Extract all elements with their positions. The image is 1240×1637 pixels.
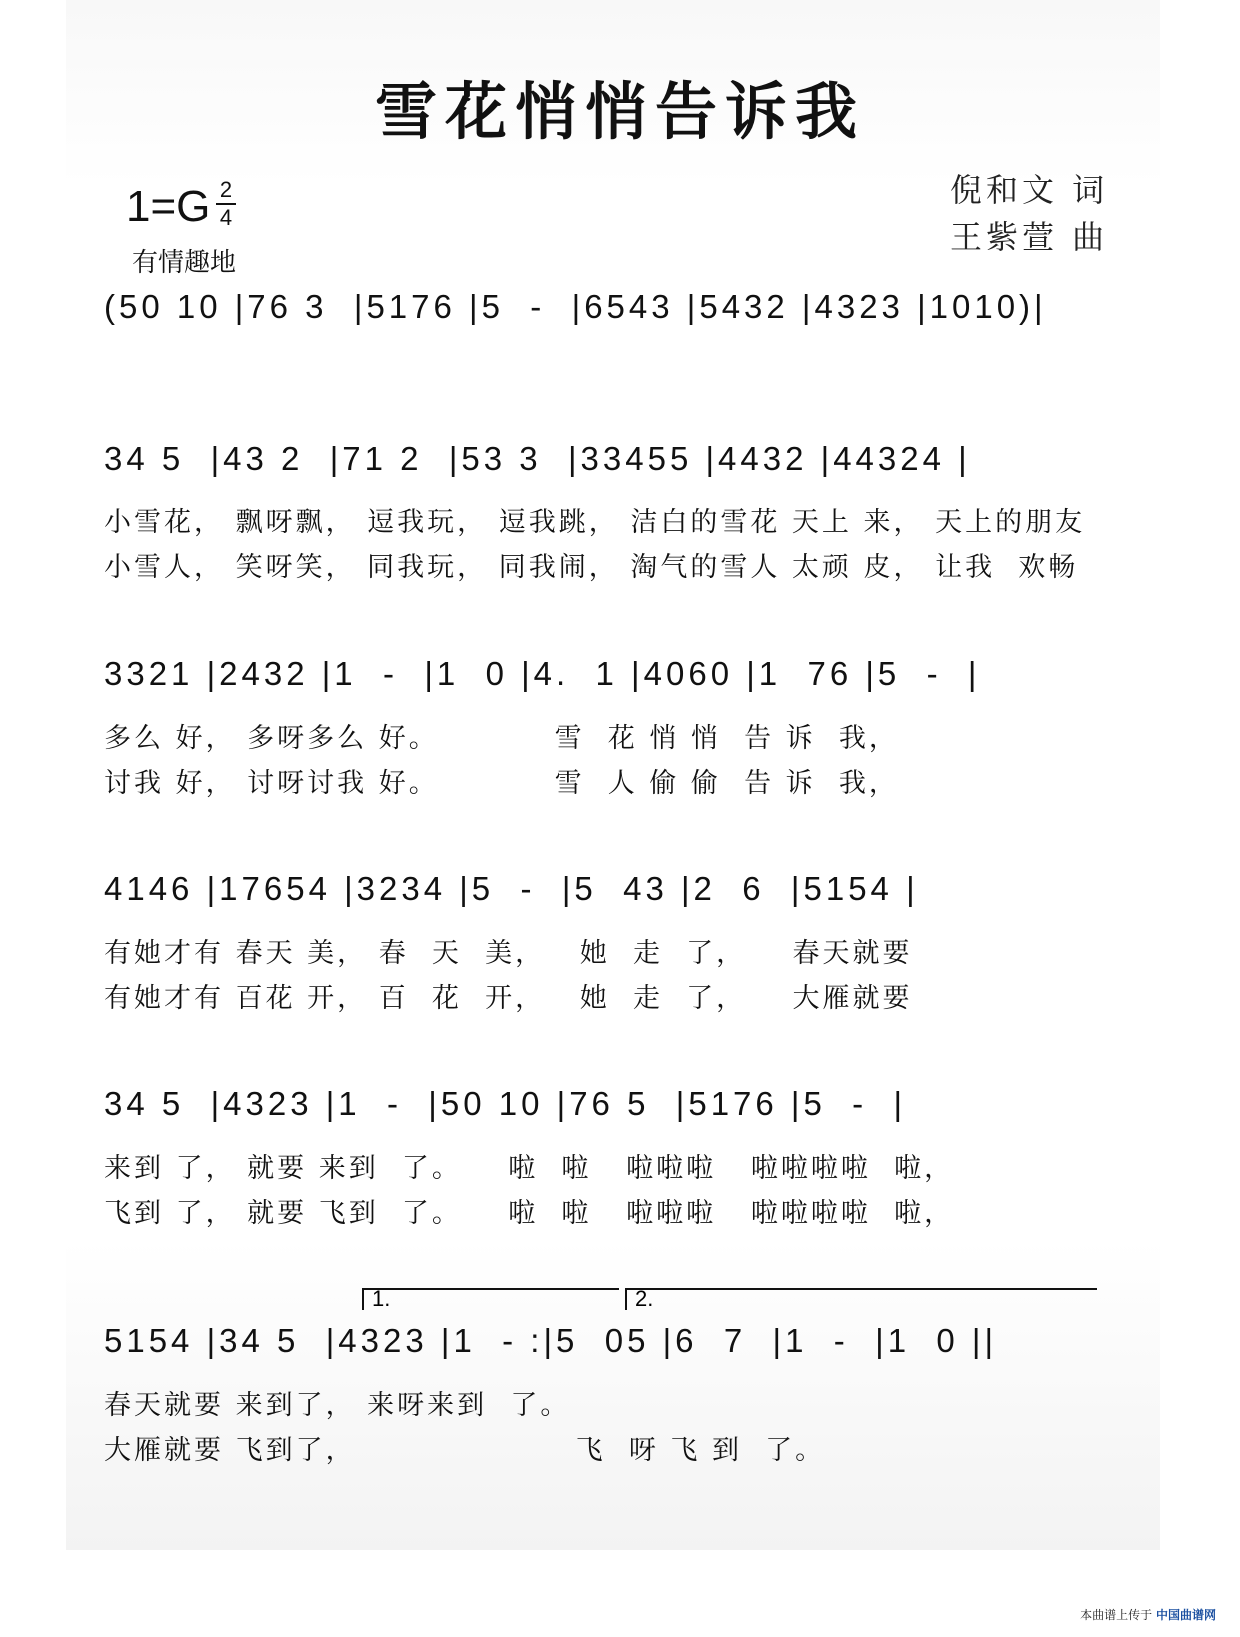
volta-label-1: 1. xyxy=(372,1286,391,1311)
notation-row-4: 4146 |17654 |3234 |5 - |5 43 |2 6 |5154 | xyxy=(104,870,919,907)
key-signature xyxy=(126,182,210,232)
lyric-row-5-verse-1: 来到 了， 就要 来到 了。 啦 啦 啦啦啦 啦啦啦啦 啦， xyxy=(104,1153,955,1184)
source-footer xyxy=(1080,1606,1216,1623)
lyric-row-4-verse-1: 有她才有 春天 美， 春 天 美， 她 走 了， 春天就要 xyxy=(104,938,913,969)
notation-row-1: (50 10 |76 3 |5176 |5 - |6543 |5432 |4323 |1010)| xyxy=(104,288,1047,325)
footer-site-link[interactable]: 中国曲谱网 xyxy=(1155,1608,1216,1622)
composer-credit: 王紫萱 曲 xyxy=(950,218,1109,256)
tempo-mark: 有情趣地 xyxy=(132,247,237,277)
footer-prefix: 本曲谱上传于 xyxy=(1080,1608,1153,1622)
lyric-row-2-verse-2: 小雪人， 笑呀笑， 同我玩， 同我闹， 淘气的雪人 太顽 皮， 让我 欢畅 xyxy=(104,552,1079,583)
lyricist-credit: 倪和文 词 xyxy=(950,171,1109,209)
time-signature xyxy=(216,178,236,230)
key-label: 1=G xyxy=(126,182,211,231)
notation-row-3: 3321 |2432 |1 - |1 0 |4. 1 |4060 |1 76 |5 - | xyxy=(104,655,981,692)
notation-row-2: 34 5 |43 2 |71 2 |53 3 |33455 |4432 |44324 | xyxy=(104,440,971,477)
volta-bracket-1 xyxy=(362,1288,619,1310)
volta-bracket-2 xyxy=(625,1288,1097,1310)
song-title: 雪花悄悄告诉我 xyxy=(374,75,865,148)
notation-row-5: 34 5 |4323 |1 - |50 10 |76 5 |5176 |5 - | xyxy=(104,1085,907,1122)
lyric-row-6-verse-2: 大雁就要 飞到了， 飞 呀 飞 到 了。 xyxy=(104,1435,826,1466)
lyric-row-3-verse-2: 讨我 好， 讨呀讨我 好。 雪 人 偷 偷 告 诉 我， xyxy=(104,768,899,799)
lyric-row-4-verse-2: 有她才有 百花 开， 百 花 开， 她 走 了， 大雁就要 xyxy=(104,983,913,1014)
lyric-row-6-verse-1: 春天就要 来到了， 来呀来到 了。 xyxy=(104,1390,571,1421)
lyric-row-2-verse-1: 小雪花， 飘呀飘， 逗我玩， 逗我跳， 洁白的雪花 天上 来， 天上的朋友 xyxy=(104,507,1086,538)
time-signature-lower: 4 xyxy=(219,205,233,230)
lyric-row-5-verse-2: 飞到 了， 就要 飞到 了。 啦 啦 啦啦啦 啦啦啦啦 啦， xyxy=(104,1198,955,1229)
notation-row-6: 5154 |34 5 |4323 |1 - :|5 05 |6 7 |1 - |1 0 || xyxy=(104,1322,998,1359)
lyric-row-3-verse-1: 多么 好， 多呀多么 好。 雪 花 悄 悄 告 诉 我， xyxy=(104,723,899,754)
time-signature-upper: 2 xyxy=(219,177,233,202)
volta-label-2: 2. xyxy=(635,1286,654,1311)
